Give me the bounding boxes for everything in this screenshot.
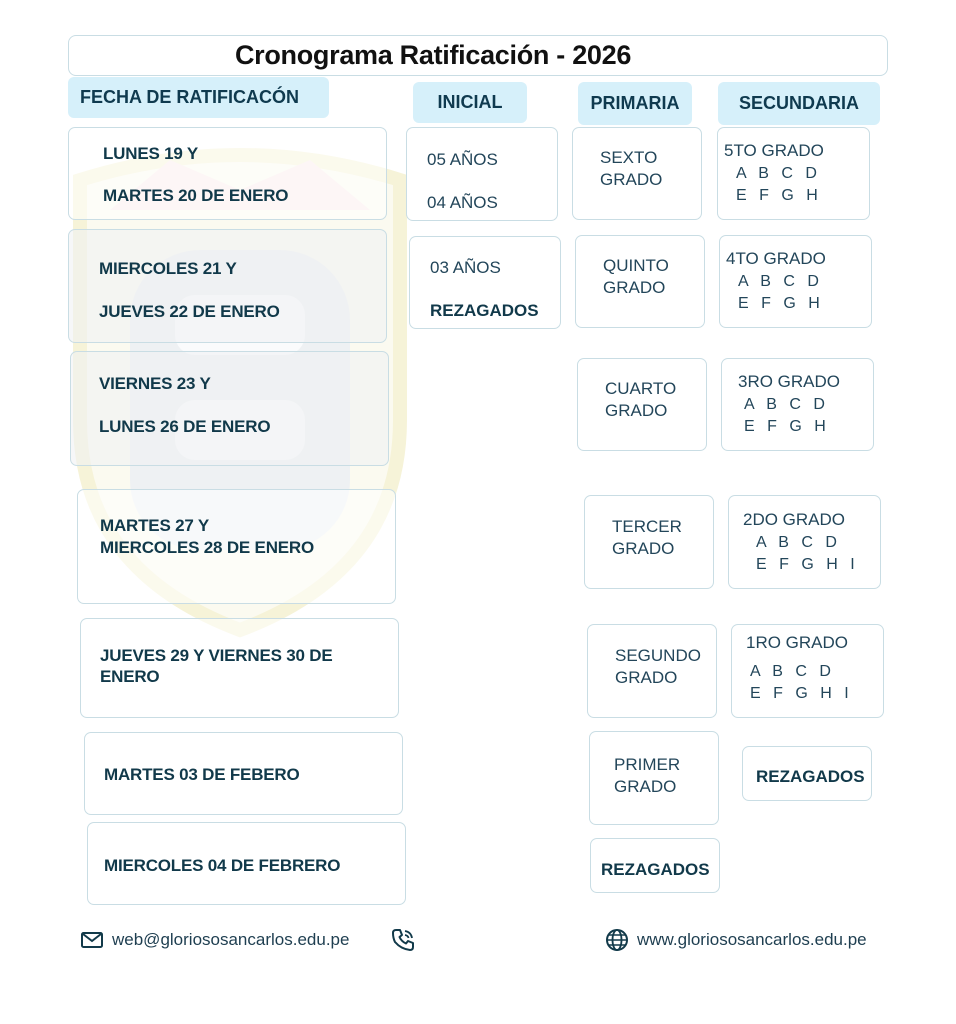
- secundaria-card: [742, 746, 872, 801]
- secciones-row: E F G H I: [756, 556, 859, 573]
- fecha-line: VIERNES 23 Y: [99, 374, 211, 393]
- website-text: www.gloriososancarlos.edu.pe: [637, 930, 867, 949]
- secundaria-card: [719, 235, 872, 328]
- fecha-card: [68, 127, 387, 220]
- primaria-card: [584, 495, 714, 589]
- secciones-row: E F G H: [738, 295, 824, 312]
- primaria-line: SEXTO: [600, 148, 658, 167]
- globe-icon: [605, 928, 629, 952]
- secundaria-grado: 1RO GRADO: [746, 633, 849, 652]
- secciones-row: E F G H: [744, 418, 830, 435]
- secciones-row: A B C D: [750, 663, 835, 680]
- primaria-line: CUARTO: [605, 379, 677, 398]
- fecha-line: JUEVES 22 DE ENERO: [99, 302, 280, 321]
- fecha-card: [77, 489, 396, 604]
- primaria-line: GRADO: [615, 668, 678, 687]
- footer-email[interactable]: [80, 928, 349, 952]
- fecha-line: MIERCOLES 04 DE FEBRERO: [104, 856, 341, 875]
- fecha-line: ENERO: [100, 667, 160, 686]
- primaria-card: [590, 838, 720, 893]
- fecha-card: [68, 229, 387, 343]
- fecha-line: JUEVES 29 Y VIERNES 30 DE: [100, 646, 333, 665]
- secundaria-card: [731, 624, 884, 718]
- fecha-line: MIERCOLES 28 DE ENERO: [100, 538, 315, 557]
- secciones-row: A B C D: [736, 165, 821, 182]
- secciones-row: E F G H: [736, 187, 822, 204]
- primaria-line: SEGUNDO: [615, 646, 701, 665]
- primaria-line: REZAGADOS: [601, 860, 710, 879]
- footer-website[interactable]: [605, 927, 867, 953]
- fecha-line: MIERCOLES 21 Y: [99, 259, 237, 278]
- header-fecha: FECHA DE RATIFICACÓN: [68, 77, 329, 118]
- phone-icon[interactable]: [390, 927, 416, 953]
- email-text: web@gloriososancarlos.edu.pe: [112, 930, 350, 949]
- primaria-line: GRADO: [614, 777, 677, 796]
- header-primaria: PRIMARIA: [578, 82, 692, 125]
- header-inicial: INICIAL: [413, 82, 527, 123]
- mail-icon: [80, 930, 104, 950]
- inicial-card: [409, 236, 561, 329]
- secundaria-grado: 2DO GRADO: [743, 510, 846, 529]
- secundaria-card: [728, 495, 881, 589]
- primaria-card: [577, 358, 707, 451]
- inicial-line: 04 AÑOS: [427, 193, 498, 212]
- primaria-card: [575, 235, 705, 328]
- primaria-line: PRIMER: [614, 755, 681, 774]
- secciones-row: A B C D: [744, 396, 829, 413]
- inicial-line: 05 AÑOS: [427, 150, 498, 169]
- inicial-line: REZAGADOS: [430, 301, 539, 320]
- primaria-card: [589, 731, 719, 825]
- primaria-card: [572, 127, 702, 220]
- secundaria-grado: 5TO GRADO: [724, 141, 824, 160]
- inicial-card: [406, 127, 558, 221]
- secundaria-grado: REZAGADOS: [756, 767, 865, 786]
- page-title: Cronograma Ratificación - 2026: [68, 35, 888, 76]
- primaria-line: GRADO: [603, 278, 666, 297]
- secundaria-grado: 3RO GRADO: [738, 372, 841, 391]
- fecha-line: LUNES 19 Y: [103, 144, 199, 163]
- secciones-row: A B C D: [756, 534, 841, 551]
- inicial-line: 03 AÑOS: [430, 258, 501, 277]
- secundaria-grado: 4TO GRADO: [726, 249, 826, 268]
- fecha-line: MARTES 20 DE ENERO: [103, 186, 289, 205]
- secundaria-card: [721, 358, 874, 451]
- fecha-line: MARTES 03 DE FEBERO: [104, 765, 300, 784]
- secciones-row: E F G H I: [750, 685, 853, 702]
- header-secundaria: SECUNDARIA: [718, 82, 880, 125]
- fecha-card: [84, 732, 403, 815]
- primaria-line: GRADO: [600, 170, 663, 189]
- secundaria-card: [717, 127, 870, 220]
- fecha-card: [87, 822, 406, 905]
- fecha-line: MARTES 27 Y: [100, 516, 209, 535]
- fecha-card: [80, 618, 399, 718]
- primaria-line: QUINTO: [603, 256, 669, 275]
- primaria-line: GRADO: [605, 401, 668, 420]
- fecha-card: [70, 351, 389, 466]
- primaria-card: [587, 624, 717, 718]
- fecha-line: LUNES 26 DE ENERO: [99, 417, 271, 436]
- secciones-row: A B C D: [738, 273, 823, 290]
- primaria-line: GRADO: [612, 539, 675, 558]
- primaria-line: TERCER: [612, 517, 682, 536]
